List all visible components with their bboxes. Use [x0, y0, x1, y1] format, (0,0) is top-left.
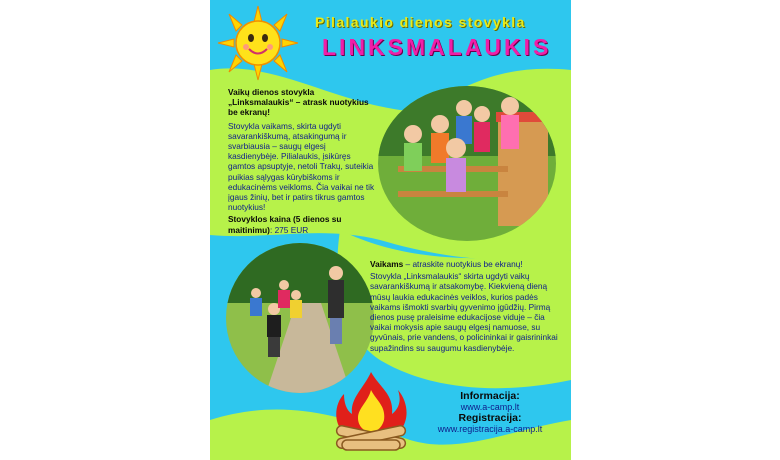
price-label: Stovyklos kaina (5 dienos su maitinimu): [228, 214, 342, 235]
registration-link[interactable]: www.registracija.a-camp.lt: [437, 424, 543, 434]
intro-body: Stovykla vaikams, skirta ugdyti savarankiškumą, atsakingumą ir svarbiausia – saugų elgesį kasdienybėje. Pilialaukis, įsikūręs gamtos apsuptyje, netoli Trakų, suteikia puikias sąlygas kūrybiškoms ir edukacinėms veikloms. Čia vaikai ne tik įgaus žinių, bet ir patirs tikrus gamtos nuotykius!: [228, 120, 375, 213]
price-line: [228, 214, 378, 234]
intro-block: [228, 87, 378, 237]
kids-lead-text: – atraskite nuotykius be ekranų!: [403, 259, 523, 269]
camp-title: LINKSMALAUKIS: [322, 34, 552, 60]
registration-heading: Registracija: [458, 412, 519, 424]
sun-icon: [216, 4, 300, 82]
intro-headline: Vaikų dienos stovykla „Linksmalaukis“ – atrask nuotykius be ekranų!: [228, 87, 369, 118]
kids-body: Stovykla „Linksmalaukis“ skirta ugdyti vaikų savarankiškumą ir atsakomybę. Kiekvieną dieną mūsų laukia edukacinės veiklos, kurios padės vaikams išmokti svarbių gyvenimo įgūdžių. Pirmą dienos pusę praleisime edukacijose viduje – čia vaikai mokysis apie saugų elgesį namuose, su gyvūnais, prie vandens, o policininkai ir gaisrininkai supažindins su saugumu kasdienybėje.: [370, 271, 558, 353]
campfire-icon: [328, 366, 414, 456]
camp-subtitle: Pilalaukio dienos stovykla: [315, 14, 526, 30]
registration-colon: :: [518, 412, 522, 424]
contacts-block: [420, 391, 560, 435]
info-heading: Informacija: [460, 390, 517, 402]
kids-block: [370, 259, 562, 355]
kids-on-playground-photo: [378, 86, 556, 241]
kids-lead: [370, 259, 562, 269]
kids-lead-label: Vaikams: [370, 259, 404, 269]
poster: [210, 0, 571, 460]
info-line: [420, 391, 560, 402]
registration-line: [420, 413, 560, 424]
price-value: : 275 EUR: [269, 224, 309, 235]
info-colon: :: [516, 390, 520, 402]
info-link[interactable]: www.a-camp.lt: [460, 402, 520, 412]
